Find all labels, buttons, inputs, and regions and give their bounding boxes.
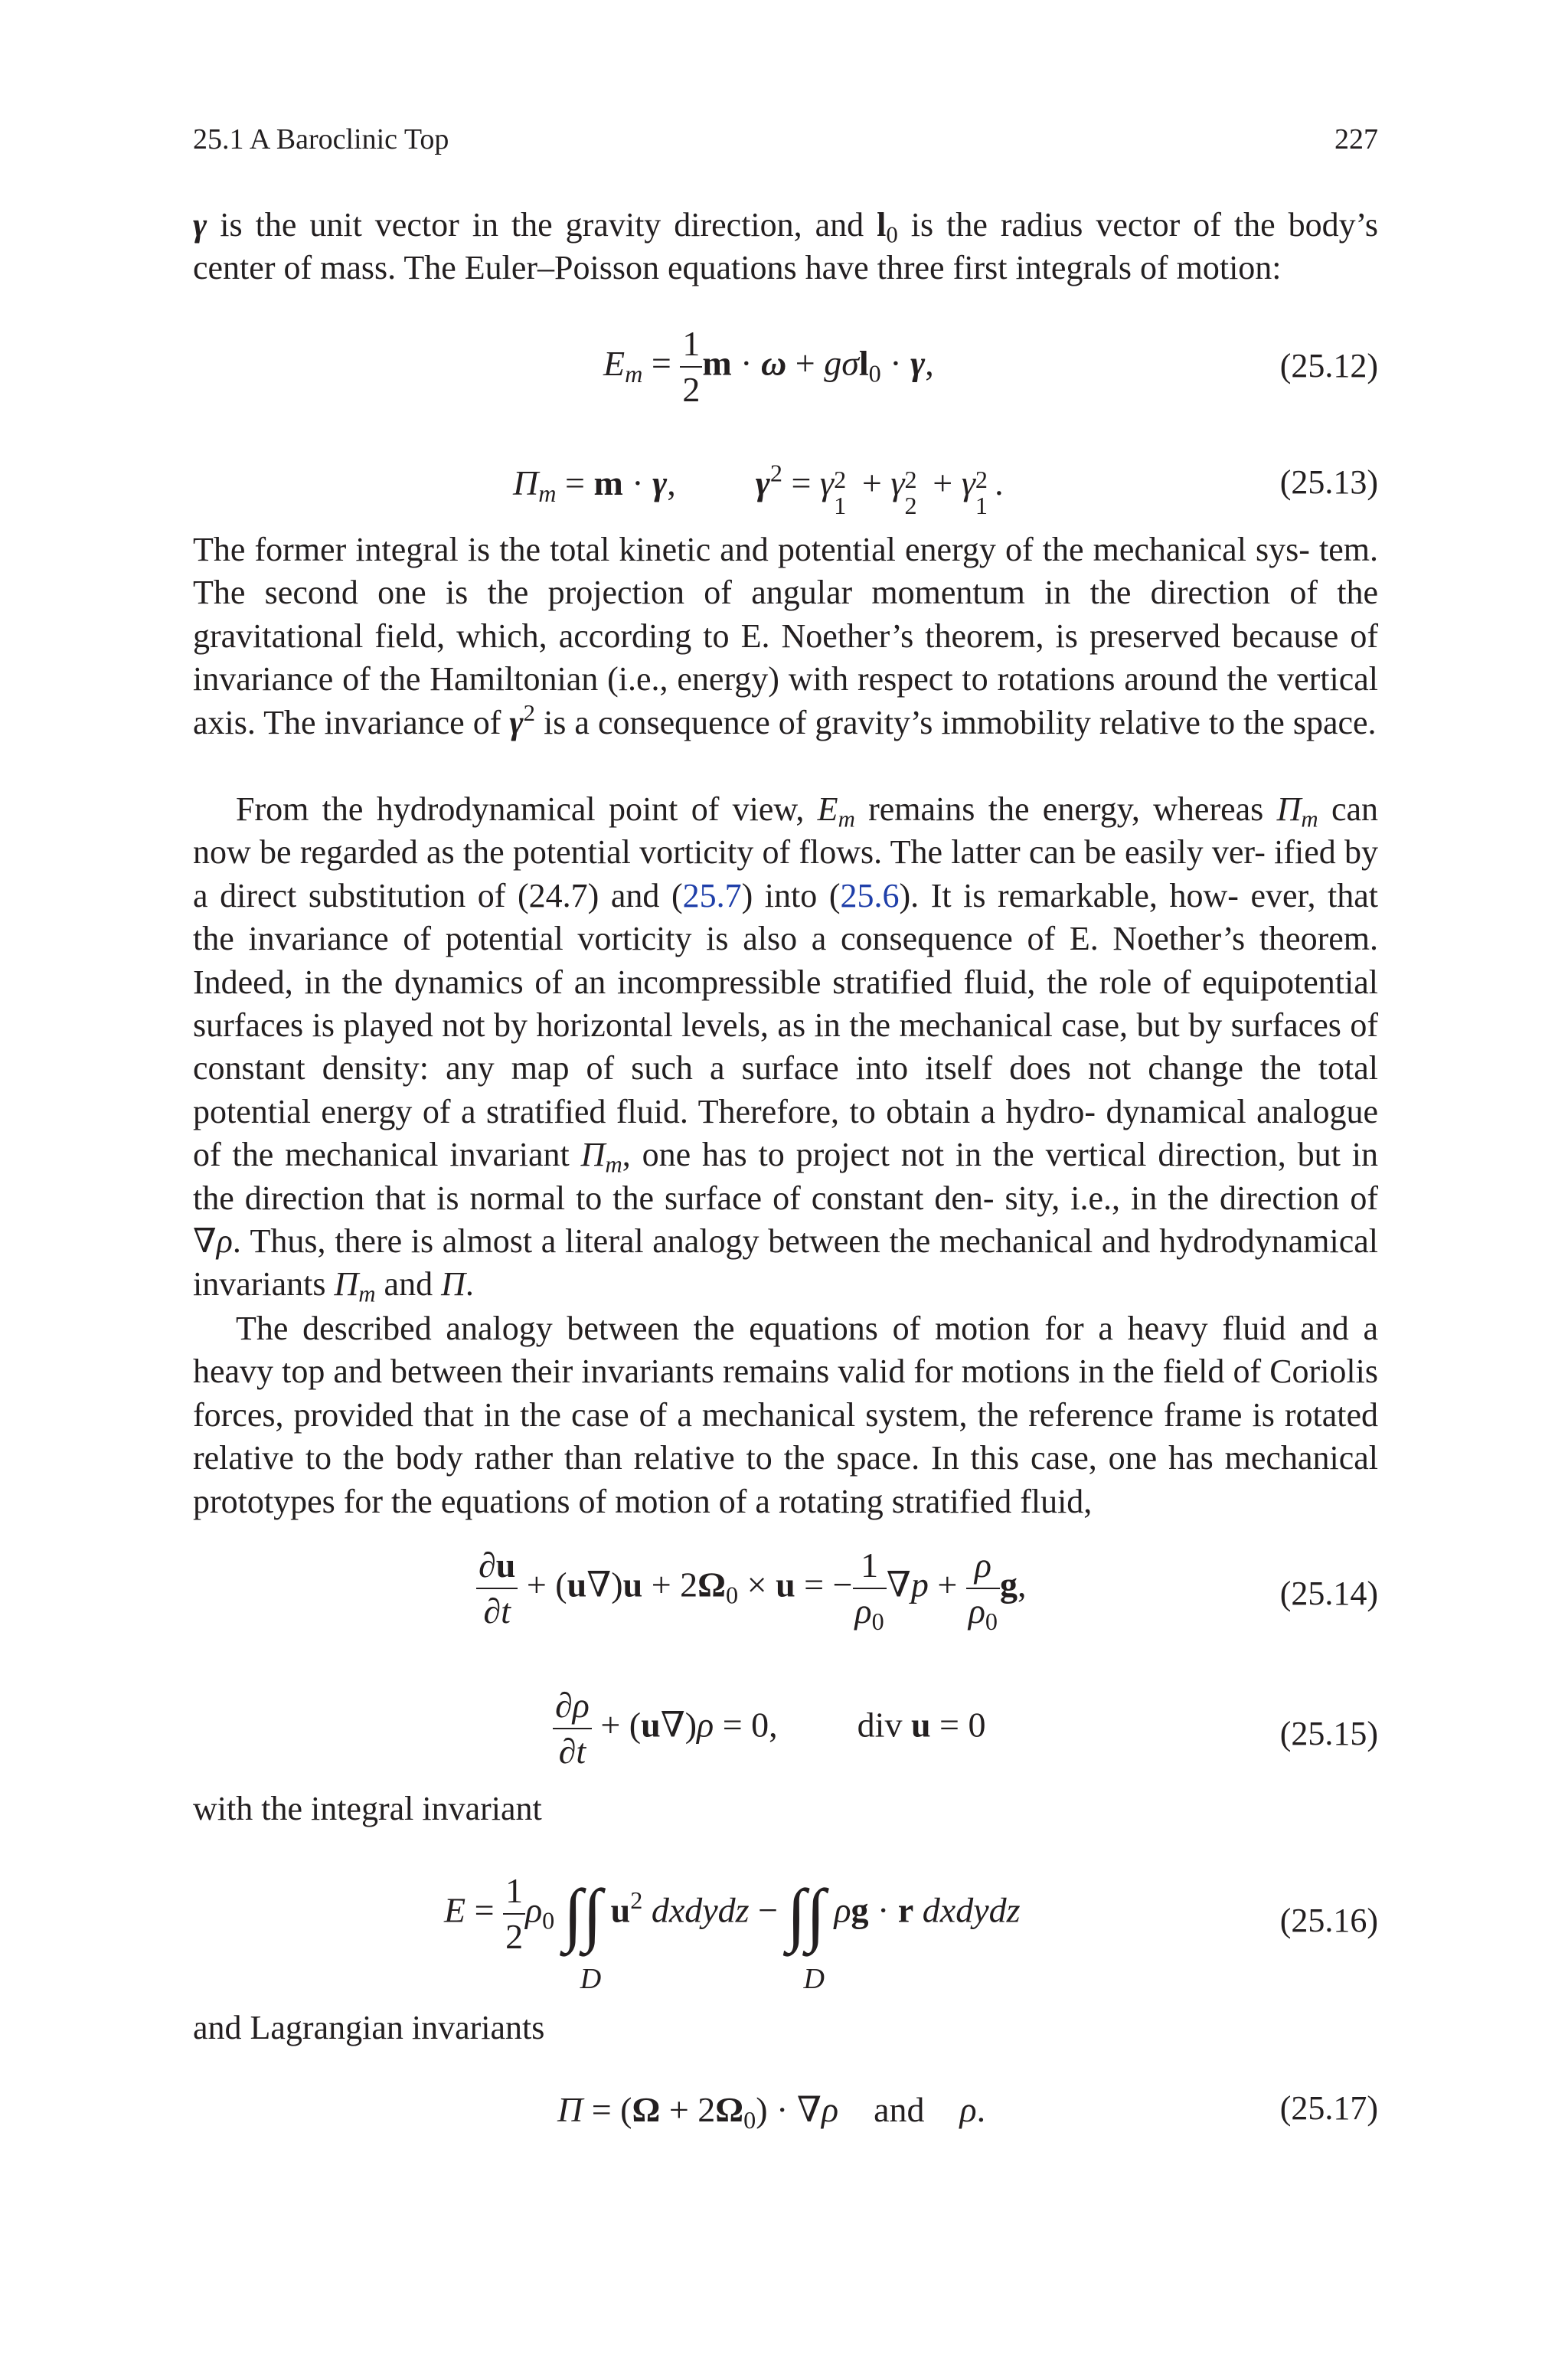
double-integral: ∫∫ D <box>563 1875 603 1995</box>
text: is the unit vector in the gravity direction, and <box>220 206 864 244</box>
equation-number: (25.14) <box>1279 1575 1378 1612</box>
double-integral: ∫∫ D <box>786 1875 825 1995</box>
text: The former integral is the total kinetic and potential energy of the mechanical sys- tem. The second one is the projection of angular momentum in the direction of the gravitational field, which, according to E. Noether’s theorem, is preserved because of invariance of the Hamiltonian (i.e., energy) with respect to rotations around the vertical axis. The invariance of <box>193 531 1378 741</box>
page-number: 227 <box>1334 123 1378 155</box>
text: ) into ( <box>741 876 841 914</box>
equation-body: $\Pi = (\Omega + 2\Omega_0) \cdot \nabla\rho$ and ρ. <box>557 2090 986 2134</box>
paragraph-2: The former integral is the total kinetic and potential energy of the mechanical sys- tem. The second one is the projection of angular momentum in the direction of the gravitational field, which, according to E. Noether’s theorem, is preserved because of invariance of the Hamiltonian (i.e., energy) with respect to rotations around the vertical axis. The invariance of $\gamma^2$ is a consequence of gravity’s immobility relative to the space. <box>193 531 1378 741</box>
equation-number: (25.16) <box>1279 1902 1378 1939</box>
equation-body: E = $\frac{1}{2}$ $\rho_0$ ∫∫ D $u^2$ dxdydz − ∫∫ D ρg · r dxdydz <box>444 1869 1021 1959</box>
text: and <box>384 1265 433 1303</box>
equation-25-13 <box>193 459 1378 519</box>
equation-number: (25.13) <box>1279 463 1378 501</box>
equation-body: $E_m$ = $\frac{1}{2}$ m · ω + gσl$_0$ · γ, <box>603 322 934 412</box>
equation-number: (25.17) <box>1279 2089 1378 2127</box>
text: . Thus, there is almost a literal analogy between the mechanical and hydrodynamical invariants <box>193 1222 1378 1303</box>
text: remains the energy, whereas <box>868 790 1264 828</box>
running-header <box>193 123 1378 158</box>
text: is the radius vector of the body’s center of mass. The Euler–Poisson equations have three first integrals of motion: <box>193 206 1378 287</box>
paragraph-3: From the hydrodynamical point of view, $E_m$ remains the energy, whereas $\Pi_m$ can now be regarded as the potential vorticity of flows. The latter can be easily ver- ified by a direct substitution of (24.7) and (25.7) into (25.6). It is remarkable, how- ever, that the invariance of potential vorticity is also a consequence of E. Noether’s theorem. Indeed, in the dynamics of an incompressible stratified fluid, the role of equipotential surfaces is played not by horizontal levels, as in the mechanical case, but by surfaces of constant density: any map of such a surface into itself does not change the total potential energy of a stratified fluid. Therefore, to obtain a hydro- dynamical analogue of the mechanical invariant $\Pi_m$, one has to project not in the vertical direction, but in the direction that is normal to the surface of constant den- sity, i.e., in the direction of ∇ρ. Thus, there is almost a literal analogy between the mechanical and hydrodynamical invariants $\Pi_m$ and Π. <box>193 790 1379 1308</box>
paragraph-5: with the integral invariant <box>193 1790 542 1827</box>
equation-number: (25.15) <box>1279 1715 1378 1752</box>
text: From the hydrodynamical point of view, <box>236 790 805 828</box>
equation-25-14 <box>193 1543 1378 1650</box>
equation-25-17 <box>193 2089 1378 2134</box>
section-title: 25.1 A Baroclinic Top <box>193 123 449 155</box>
equation-number: (25.12) <box>1279 347 1378 384</box>
paragraph-1: γ is the unit vector in the gravity direction, and $l_0$ is the radius vector of the body’s center of mass. The Euler–Poisson equations have three first integrals of motion: <box>193 206 1378 287</box>
and-word: and <box>874 2090 925 2129</box>
equation-25-12 <box>193 322 1378 414</box>
div-operator: div <box>857 1705 903 1745</box>
equation-body: $\frac{\partial\rho}{\partial t}$ + (u∇)ρ = 0, div u = 0 <box>553 1683 986 1774</box>
text: is a consequence of gravity’s immobility relative to the space. <box>544 703 1377 741</box>
paragraph-6: and Lagrangian invariants <box>193 2009 545 2046</box>
gamma-symbol: γ <box>193 206 207 244</box>
paragraph-4: The described analogy between the equations of motion for a heavy fluid and a heavy top and between their invariants remains valid for motions in the field of Coriolis forces, provided that in the case of a mechanical system, the reference frame is rotated relative to the body rather than relative to the space. In this case, one has mechanical prototypes for the equations of motion of a rotating stratified fluid, <box>193 1310 1378 1520</box>
text: , one has to project not in the vertical direction, but in the direction that is normal to the surface of constant den- sity, i.e., in the direction of <box>193 1136 1378 1217</box>
equation-25-16 <box>193 1869 1378 1999</box>
text: can now be regarded as the potential vorticity of flows. The latter can be easily ver- ified by a direct substitution of (24.7) and ( <box>193 790 1379 914</box>
equation-body: $\Pi_m = m \cdot \gamma$, $\gamma^2 = \gamma$ 2 1 + γ 2 2 + γ 2 1 . <box>513 459 1004 519</box>
text: ). It is remarkable, how- ever, that the invariance of potential vorticity is also a consequence of E. Noether’s theorem. Indeed, in the dynamics of an incompressible stratified fluid, the role of equipotential surfaces is played not by horizontal levels, as in the mechanical case, but by surfaces of constant density: any map of such a surface into itself does not change the total potential energy of a stratified fluid. Therefore, to obtain a hydro- dynamical analogue of the mechanical invariant <box>193 876 1378 1174</box>
equation-link[interactable]: 25.6 <box>840 876 900 914</box>
equation-link[interactable]: 25.7 <box>682 876 742 914</box>
equation-25-15 <box>193 1683 1378 1783</box>
equation-body: $\frac{\partial u}{\partial t}$ + $(u\nabla)u + 2\Omega_0 \times u$ = − $\frac{1}{\rho_0}$ ∇p + $\frac{\rho}{\rho_0}$ g, <box>476 1543 1027 1634</box>
